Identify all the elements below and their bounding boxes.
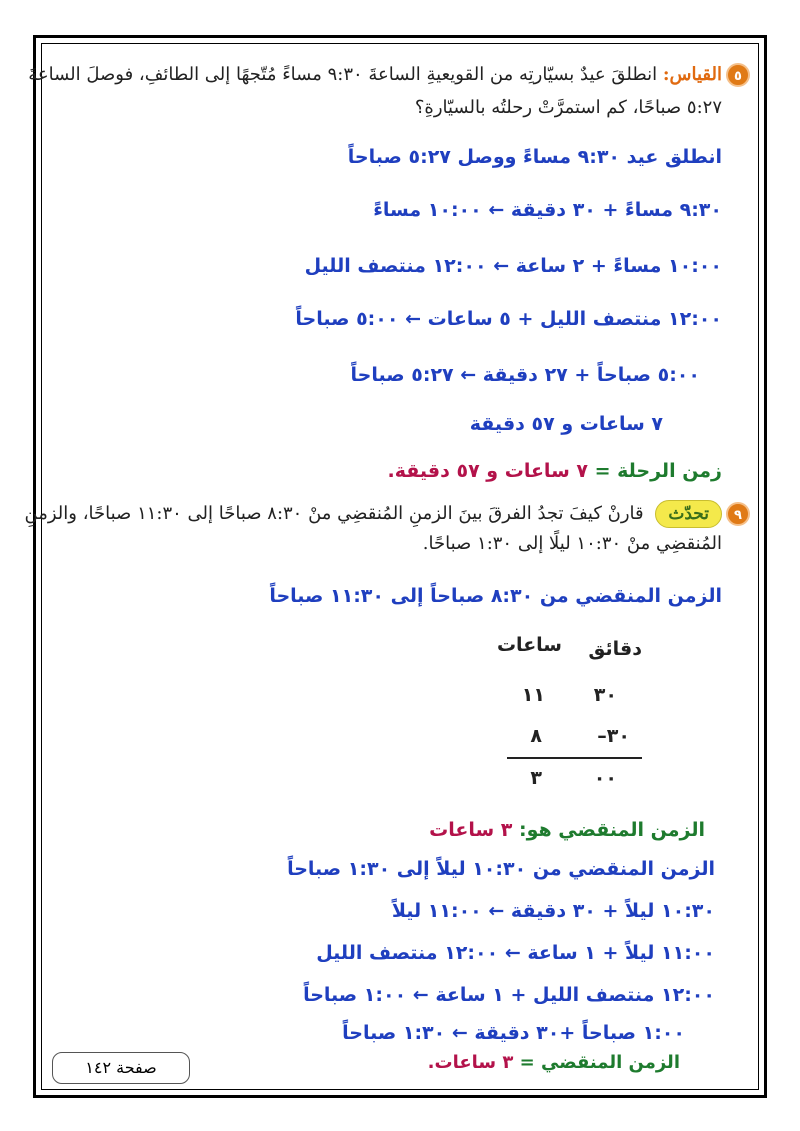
question-9-text1: قارنْ كيفَ تجدُ الفرقَ بينَ الزمنِ المُنقضِي منْ ٨:٣٠ صباحًا إلى ١١:٣٠ صباحًا، والزمنِ: [24, 503, 644, 524]
page-number-box: [52, 1052, 190, 1084]
question-5-text-line2: ٥:٢٧ صباحًا، كم استمرَّتْ رحلتُه بالسيّارةِ؟: [414, 97, 722, 118]
answer-9-step3: ١٢:٠٠ منتصف الليل + ١ ساعة ← ١:٠٠ صباحاً: [303, 984, 715, 1006]
answer-9-step2: ١١:٠٠ ليلاً + ١ ساعة ← ١٢:٠٠ منتصف الليل: [316, 942, 715, 964]
answer-5-line4: ١٢:٠٠ منتصف الليل + ٥ ساعات ← ٥:٠٠ صباحاً: [295, 308, 722, 330]
row3-hours: ٣: [530, 767, 542, 789]
answer-9-second-title: الزمن المنقضي من ١٠:٣٠ ليلاً إلى ١:٣٠ صباحاً: [287, 858, 715, 880]
answer-9-second-result-label: الزمن المنقضي =: [519, 1052, 680, 1073]
answer-5-line2: ٩:٣٠ مساءً + ٣٠ دقيقة ← ١٠:٠٠ مساءً: [373, 199, 722, 221]
answer-5-line3: ١٠:٠٠ مساءً + ٢ ساعة ← ١٢:٠٠ منتصف الليل: [304, 255, 722, 277]
subtraction-rule: [507, 757, 642, 759]
row2-hours: ٨: [530, 725, 542, 747]
col-minutes-header: دقائق: [588, 638, 642, 660]
question-5-text-line1: [28, 64, 722, 85]
row1-minutes: ٣٠: [593, 684, 617, 706]
answer-9-step4: ١:٠٠ صباحاً +٣٠ دقيقة ← ١:٣٠ صباحاً: [342, 1022, 685, 1044]
page-number: ١٤٢: [85, 1058, 112, 1077]
answer-5-result-label: زمن الرحلة =: [594, 460, 722, 482]
talk-badge: تحدّث: [655, 500, 722, 528]
answer-9-step1: ١٠:٣٠ ليلاً + ٣٠ دقيقة ← ١١:٠٠ ليلاً: [391, 900, 715, 922]
page-label: صفحة: [116, 1058, 157, 1077]
answer-9-first-title: الزمن المنقضي من ٨:٣٠ صباحاً إلى ١١:٣٠ صباحاً: [269, 585, 722, 607]
answer-9-first-result-value: ٣ ساعات: [429, 819, 513, 841]
answer-9-second-result: [428, 1052, 680, 1073]
question-5-label: القياس:: [662, 64, 722, 85]
row3-minutes: ٠٠: [593, 767, 617, 789]
answer-5-line6: ٧ ساعات و ٥٧ دقيقة: [469, 413, 663, 435]
question-5-text1: انطلقَ عيدٌ بسيّارتِه من القويعيةِ الساعةَ ٩:٣٠ مساءً مُتّجهًا إلى الطائفِ، فوصلَ الساعةَ: [28, 64, 658, 85]
question-9-number: ٩: [726, 502, 750, 526]
question-9-text-line1: [25, 500, 722, 528]
question-9-text-line2: المُنقضِي منْ ١٠:٣٠ ليلًا إلى ١:٣٠ صباحًا.: [422, 533, 722, 554]
row2-minutes: ٣٠–: [597, 725, 630, 747]
row1-hours: ١١: [521, 684, 545, 706]
question-5-number: ٥: [726, 63, 750, 87]
page-frame: [33, 35, 767, 1098]
answer-9-first-result: [429, 819, 705, 841]
answer-5-result: [388, 460, 723, 482]
col-hours-header: ساعات: [496, 634, 562, 656]
answer-5-line1: انطلق عيد ٩:٣٠ مساءً ووصل ٥:٢٧ صباحاً: [347, 146, 722, 168]
answer-9-first-result-label: الزمن المنقضي هو:: [518, 819, 705, 841]
answer-5-line5: ٥:٠٠ صباحاً + ٢٧ دقيقة ← ٥:٢٧ صباحاً: [350, 364, 700, 386]
answer-5-result-value: ٧ ساعات و ٥٧ دقيقة.: [387, 460, 588, 482]
answer-9-second-result-value: ٣ ساعات.: [427, 1052, 520, 1073]
